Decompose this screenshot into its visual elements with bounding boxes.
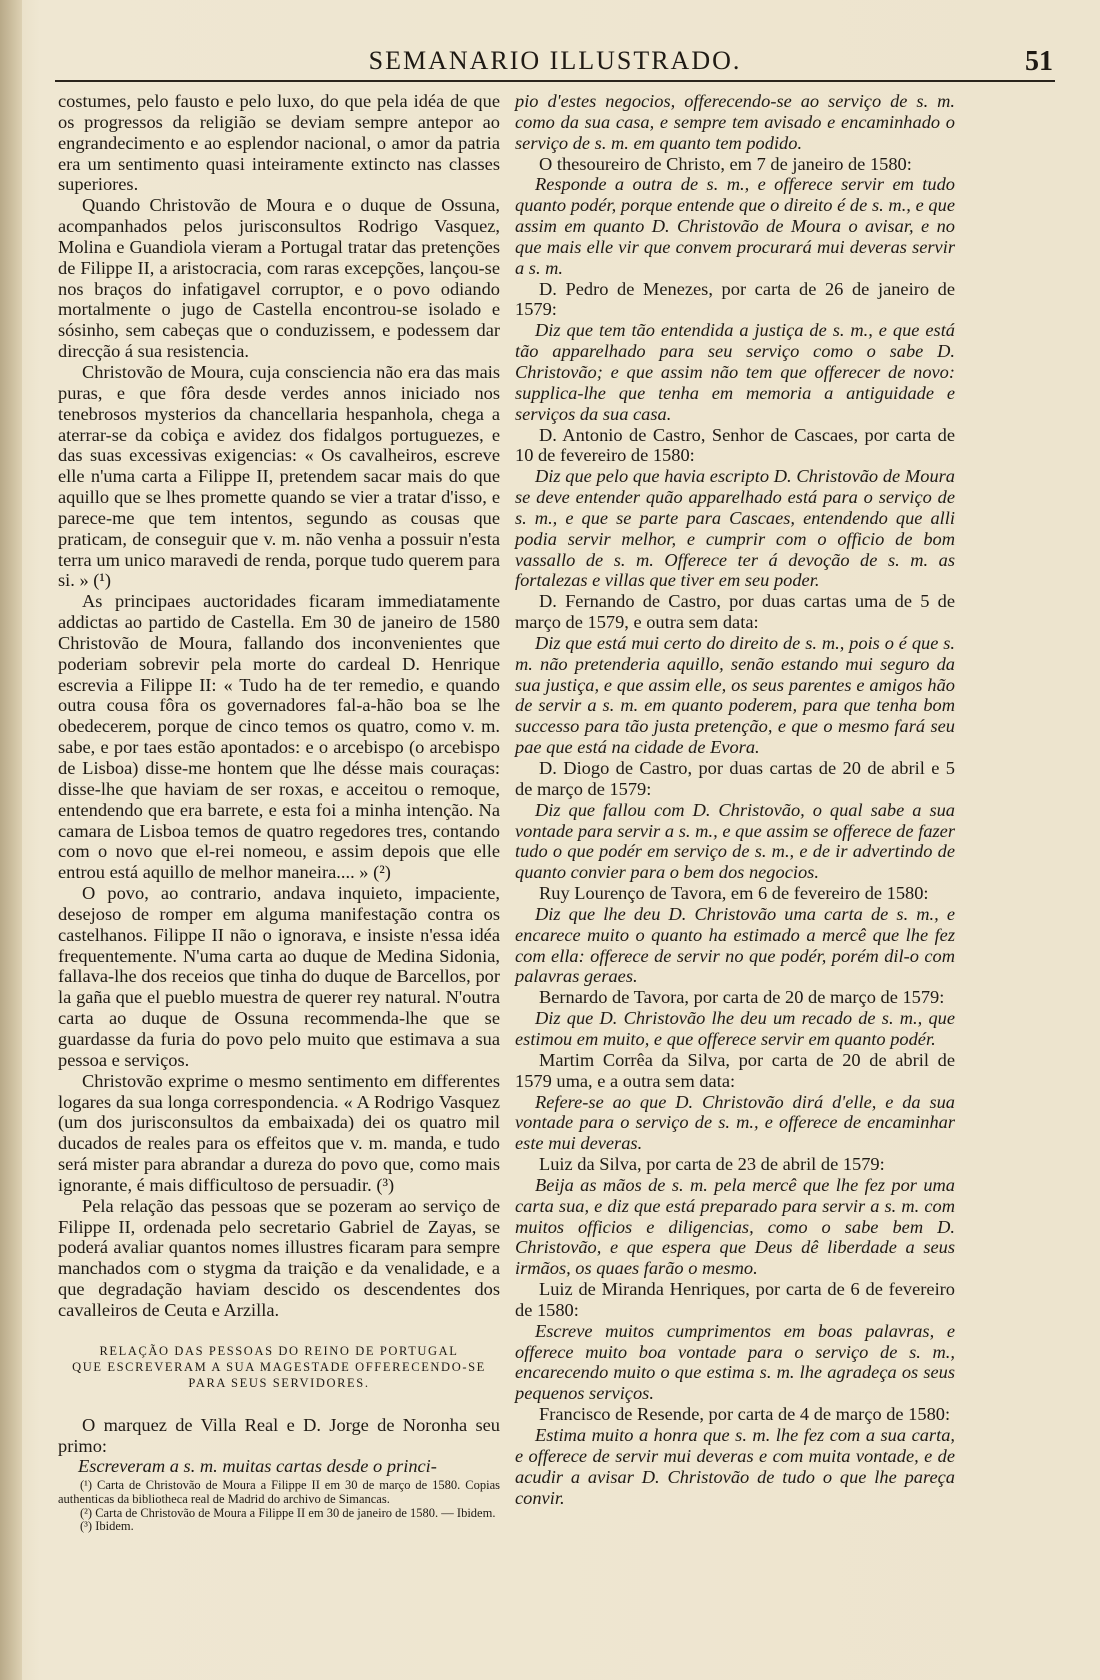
entry-intro: D. Pedro de Menezes, por carta de 26 de janeiro de 1579: xyxy=(515,278,955,320)
entry-intro: Luiz de Miranda Henriques, por carta de 6 de fevereiro de 1580: xyxy=(515,1279,955,1320)
entry-quote: Diz que lhe deu D. Christovão uma carta de s. m., e encarece muito o quanto ha estimado a mercê que lhe fez com ella: offerece de servir no que podér, porém dil-o com palavras geraes. xyxy=(515,903,955,987)
entry-intro: Luiz da Silva, por carta de 23 de abril de 1579: xyxy=(539,1154,885,1175)
entry-intro: Francisco de Resende, por carta de 4 de março de 1580: xyxy=(539,1404,951,1425)
section-heading-line: QUE ESCREVERAM A SUA MAGESTADE OFFERECENDO-SE xyxy=(72,1359,486,1374)
page-header xyxy=(55,46,1055,82)
entry-intro: O marquez de Villa Real e D. Jorge de Noronha seu primo: xyxy=(58,1414,500,1456)
entry-intro: D. Diogo de Castro, por duas cartas de 20 de abril e 5 de março de 1579: xyxy=(515,758,955,799)
entry-intro: Martim Corrêa da Silva, por carta de 20 de abril de 1579 uma, e a outra sem data: xyxy=(515,1049,955,1091)
paragraph: O povo, ao contrario, andava inquieto, impaciente, desejoso de romper em alguma manifestação contra os castelhanos. Filippe II não o ignorava, e insiste n'essa idéa frequentemente. N'uma carta ao duque de Medina Sidonia, fallava-lhe dos receios que tinha do duque de Barcellos, por la gaña que el pueblo muestra de querer rey natural. N'outra carta ao duque de Ossuna recommenda-lhe que se guardasse da furia do povo pelo muito que estimava a sua pessoa e serviços. xyxy=(58,883,500,1070)
entry-quote: Diz que fallou com D. Christovão, o qual sabe a sua vontade para servir a s. m., e que assim se offerece de fazer tudo o que podér em serviço de s. m., e de ir advertindo de quanto convier para o bem dos negocios. xyxy=(515,799,955,883)
entry-quote: Escreveram a s. m. muitas cartas desde o princi- xyxy=(78,1456,437,1477)
paragraph: Quando Christovão de Moura e o duque de Ossuna, acompanhados pelos jurisconsultos Rodrigo Vasquez, Molina e Guandiola vieram a Portugal tratar das pretenções de Filippe II, a aristocracia, com raras excepções, lançou-se nos braços do infatigavel corruptor, e o povo odiando mortalmente o jugo de Castella encontrou-se isolado e sósinho, sem cabeças que o conduzissem, e podessem dar direcção á sua resistencia. xyxy=(58,195,500,362)
footnotes xyxy=(58,1479,500,1533)
right-column xyxy=(515,91,955,1508)
paragraph: Christovão exprime o mesmo sentimento em differentes logares da sua longa correspondencia. « A Rodrigo Vasquez (um dos jurisconsultos da embaixada) dei os quatro mil ducados de reales para os effeitos que v. m. manda, e tudo será mister para abrandar a dureza do povo que, como mais ignorante, é mais difficultoso de persuadir. (³) xyxy=(58,1070,500,1195)
entry-quote-continuation: pio d'estes negocios, offerecendo-se ao serviço de s. m. como da sua casa, e sempre tem avisado e encaminhado o serviço de s. m. em quanto tem podido. xyxy=(515,91,955,153)
paragraph: As principaes auctoridades ficaram immediatamente addictas ao partido de Castella. Em 30 de janeiro de 1580 Christovão de Moura, fallando dos inconvenientes que poderiam sobrevir pela morte do cardeal D. Henrique escrevia a Filippe II: « Tudo ha de ter remedio, e quando outra cousa fôra os governadores fal-a-hão boa se lhe obedecerem, porque de cinco temos os quatro, como v. m. sabe, e por taes estão apontados: e o arcebispo (o arcebispo de Lisboa) disse-me hontem que lhe désse mais couraças: disse-lhe que haviam de ser roxas, e acceitou o remoque, entendendo que era barrete, e esta foi a minha intenção. Na camara de Lisboa temos de quatro regedores tres, contando com o novo que el-rei nomeou, e assim depois que elle entrou está aquillo de melhor maneira.... » (²) xyxy=(58,591,500,883)
paragraph: costumes, pelo fausto e pelo luxo, do que pela idéa de que os progressos da religião se deviam sempre antepor ao engrandecimento e ao esplendor nacional, o amor da patria era um sentimento quasi inteiramente extincto nas classes superiores. xyxy=(58,91,500,195)
entry-quote: Diz que tem tão entendida a justiça de s. m., e que está tão apparelhado para seu serviço como o sabe D. Christovão; e que assim não tem que offerecer de novo: supplica-lhe que tenha em memoria a antiguidade e serviços da sua casa. xyxy=(515,320,955,424)
section-heading-line: RELAÇÃO DAS PESSOAS DO REINO DE PORTUGAL xyxy=(99,1343,459,1358)
section-heading-line: PARA SEUS SERVIDORES. xyxy=(188,1375,370,1390)
footnote: (¹) Carta de Christovão de Moura a Filippe II em 30 de março de 1580. Copias authenticas da bibliotheca real de Madrid do archivo de Simancas. xyxy=(58,1478,500,1506)
entry-intro: O thesoureiro de Christo, em 7 de janeiro de 1580: xyxy=(539,153,912,174)
page-binding-edge xyxy=(0,0,22,1680)
footnote: (³) Ibidem. xyxy=(80,1519,134,1534)
entry-quote: Diz que D. Christovão lhe deu um recado de s. m., que estimou em muito, e que offerece servir em quanto podér. xyxy=(515,1008,955,1049)
entry-quote: Estima muito a honra que s. m. lhe fez com a sua carta, e offerece de servir mui deveras e com muita vontade, e de acudir a avisar D. Christovão de tudo o que lhe pareça convir. xyxy=(515,1425,955,1508)
section-heading xyxy=(58,1343,500,1391)
header-rule xyxy=(55,80,1055,82)
left-column xyxy=(58,91,500,1534)
entry-intro: D. Fernando de Castro, por duas cartas uma de 5 de março de 1579, e outra sem data: xyxy=(515,591,955,633)
running-title: SEMANARIO ILLUSTRADO. xyxy=(368,46,742,75)
entry-intro: Bernardo de Tavora, por carta de 20 de março de 1579: xyxy=(539,987,945,1008)
entry-quote: Diz que está mui certo do direito de s. m., pois o é que s. m. não pretenderia aquillo, senão estando mui seguro da sua justiça, e que assim elle, os seus parentes e amigos hão de servir a s. m. em quanto poderem, para que tenha bom successo para tão justa pretenção, e que o mesmo fará seu pae que está na cidade de Evora. xyxy=(515,632,955,758)
footnote: (²) Carta de Christovão de Moura a Filippe II em 30 de janeiro de 1580. — Ibidem. xyxy=(80,1505,496,1520)
entry-quote: Refere-se ao que D. Christovão dirá d'elle, e da sua vontade para o serviço de s. m., e offerece de encaminhar este mui deveras. xyxy=(515,1091,955,1154)
entry-intro: D. Antonio de Castro, Senhor de Cascaes, por carta de 10 de fevereiro de 1580: xyxy=(515,424,955,466)
entry-quote: Diz que pelo que havia escripto D. Christovão de Moura se deve entender quão apparelhado está para o serviço de s. m., e que se parte para Cascaes, entendendo que alli podia servir melhor, e cumprir com o officio de bom vassallo de s. m. Offerece ter á devoção de s. m. as fortalezas e villas que tiver em seu poder. xyxy=(515,466,955,591)
paragraph: Christovão de Moura, cuja consciencia não era das mais puras, e que fôra desde verdes annos iniciado nos tenebrosos mysterios da chancellaria hespanhola, chega a aterrar-se da cobiça e avidez dos fidalgos portuguezes, e das suas excessivas exigencias: « Os cavalheiros, escreve elle n'uma carta a Filippe II, pretendem sacar mais do que aquillo que se lhes promette quando se vier a tratar d'isso, e parece-me que tem intentos, segundo as cousas que praticam, de conseguir que v. m. não venha a possuir n'esta terra um unico maravedi de renda, porque tudo querem para si. » (¹) xyxy=(58,361,500,591)
entry-quote: Beija as mãos de s. m. pela mercê que lhe fez por uma carta sua, e diz que está preparado para servir a s. m. com muitos officios e diligencias, como o sabe bem D. Christovão, e que espera que Deus dê liberdade a seus irmãos, os quaes farão o mesmo. xyxy=(515,1174,955,1279)
entry-intro: Ruy Lourenço de Tavora, em 6 de fevereiro de 1580: xyxy=(539,883,929,904)
paragraph: Pela relação das pessoas que se pozeram ao serviço de Filippe II, ordenada pelo secretario Gabriel de Zayas, se poderá avaliar quantos nomes illustres ficaram para sempre manchados com o stygma da traição e da venalidade, e a que degradação haviam descido os descendentes dos cavalleiros de Ceuta e Arzilla. xyxy=(58,1195,500,1320)
entry-quote: Responde a outra de s. m., e offerece servir em tudo quanto podér, porque entende que o direito é de s. m., e que assim em quanto D. Christovão de Moura o avisar, e no que mais elle vir que convem procurará mui deveras servir a s. m. xyxy=(515,174,955,278)
page-number: 51 xyxy=(1025,46,1053,77)
entry-quote: Escreve muitos cumprimentos em boas palavras, e offerece muito boa vontade para o serviço de s. m., encarecendo muito o que estima s. m. lhe agradeça os seus pequenos serviços. xyxy=(515,1320,955,1404)
